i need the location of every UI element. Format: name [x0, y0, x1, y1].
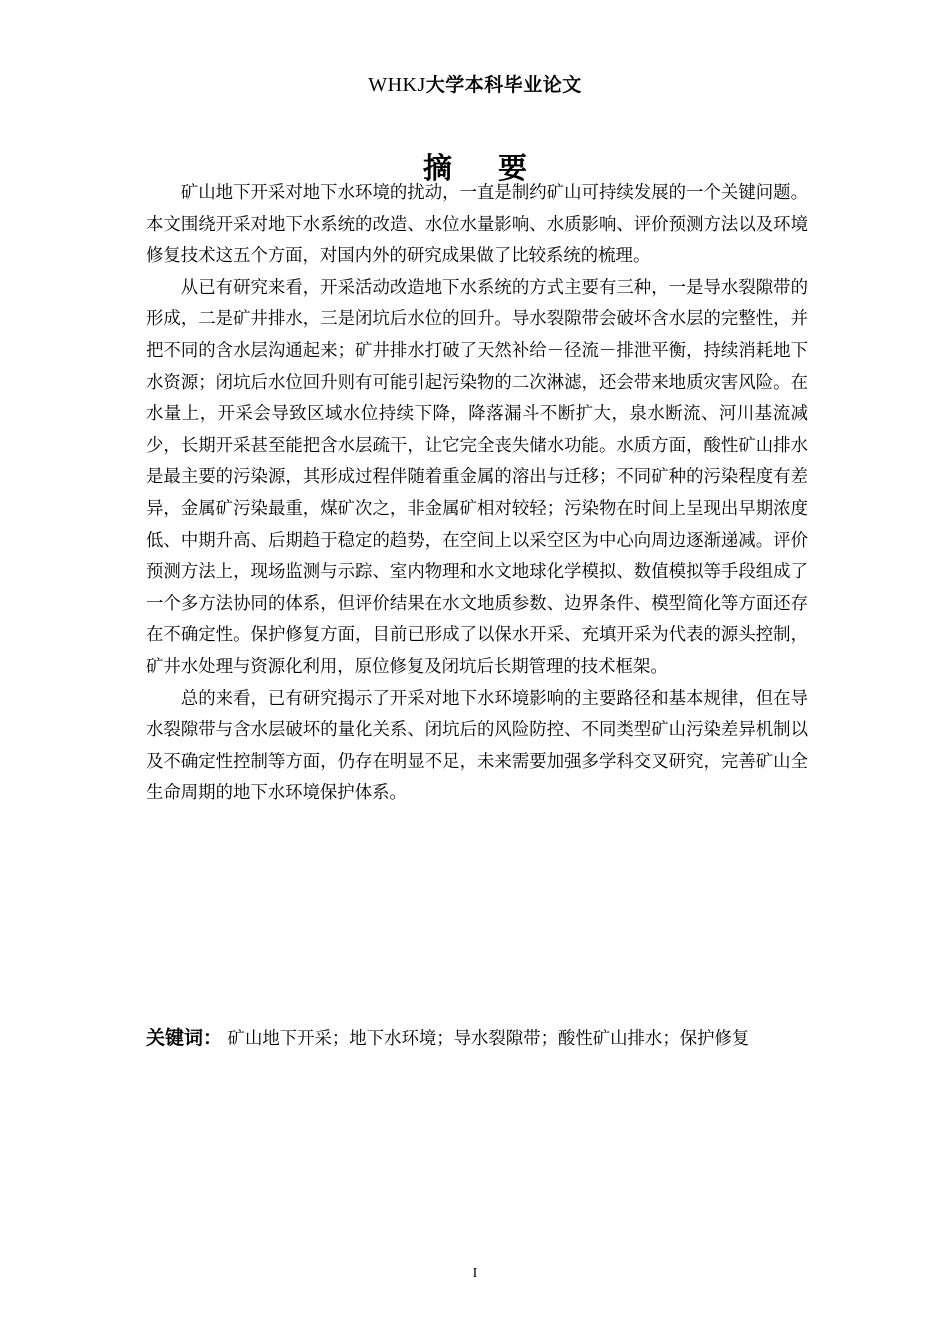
- header-thesis-type: 大学本科毕业论文: [425, 74, 582, 96]
- keywords-text: 矿山地下开采；地下水环境；导水裂隙带；酸性矿山排水；保护修复: [227, 1029, 750, 1049]
- abstract-body: [146, 178, 808, 810]
- running-header: [0, 70, 950, 97]
- page-number: I: [472, 1266, 478, 1281]
- keywords-line: [146, 1024, 846, 1053]
- header-institution-code: WHKJ: [368, 74, 426, 96]
- abstract-paragraph-2: 从已有研究来看，开采活动改造地下水系统的方式主要有三种，一是导水裂隙带的形成，二是矿井排水，三是闭坑后水位的回升。导水裂隙带会破坏含水层的完整性，并把不同的含水层沟通起来；矿井排水打破了天然补给－径流－排泄平衡，持续消耗地下水资源；闭坑后水位回升则有可能引起污染物的二次淋滤，还会带来地质灾害风险。在水量上，开采会导致区域水位持续下降，降落漏斗不断扩大，泉水断流、河川基流减少，长期开采甚至能把含水层疏干，让它完全丧失储水功能。水质方面，酸性矿山排水是最主要的污染源，其形成过程伴随着重金属的溶出与迁移；不同矿种的污染程度有差异，金属矿污染最重，煤矿次之，非金属矿相对较轻；污染物在时间上呈现出早期浓度低、中期升高、后期趋于稳定的趋势，在空间上以采空区为中心向周边逐渐递减。评价预测方法上，现场监测与示踪、室内物理和水文地球化学模拟、数值模拟等手段组成了一个多方法协同的体系，但评价结果在水文地质参数、边界条件、模型简化等方面还存在不确定性。保护修复方面，目前已形成了以保水开采、充填开采为代表的源头控制，矿井水处理与资源化利用，原位修复及闭坑后长期管理的技术框架。: [146, 277, 808, 677]
- abstract-paragraph-1: 矿山地下开采对地下水环境的扰动，一直是制约矿山可持续发展的一个关键问题。本文围绕开采对地下水系统的改造、水位水量影响、水质影响、评价预测方法以及环境修复技术这五个方面，对国内外的研究成果做了比较系统的梳理。: [146, 183, 808, 267]
- title-char-1: 摘: [422, 151, 452, 185]
- keywords-label: 关键词：: [146, 1027, 223, 1049]
- title-char-2: 要: [498, 151, 528, 185]
- abstract-paragraph-3: 总的来看，已有研究揭示了开采对地下水环境影响的主要路径和基本规律，但在导水裂隙带与含水层破坏的量化关系、闭坑后的风险防控、不同类型矿山污染差异机制以及不确定性控制等方面，仍存在明显不足，未来需要加强多学科交叉研究，完善矿山全生命周期的地下水环境保护体系。: [146, 688, 808, 804]
